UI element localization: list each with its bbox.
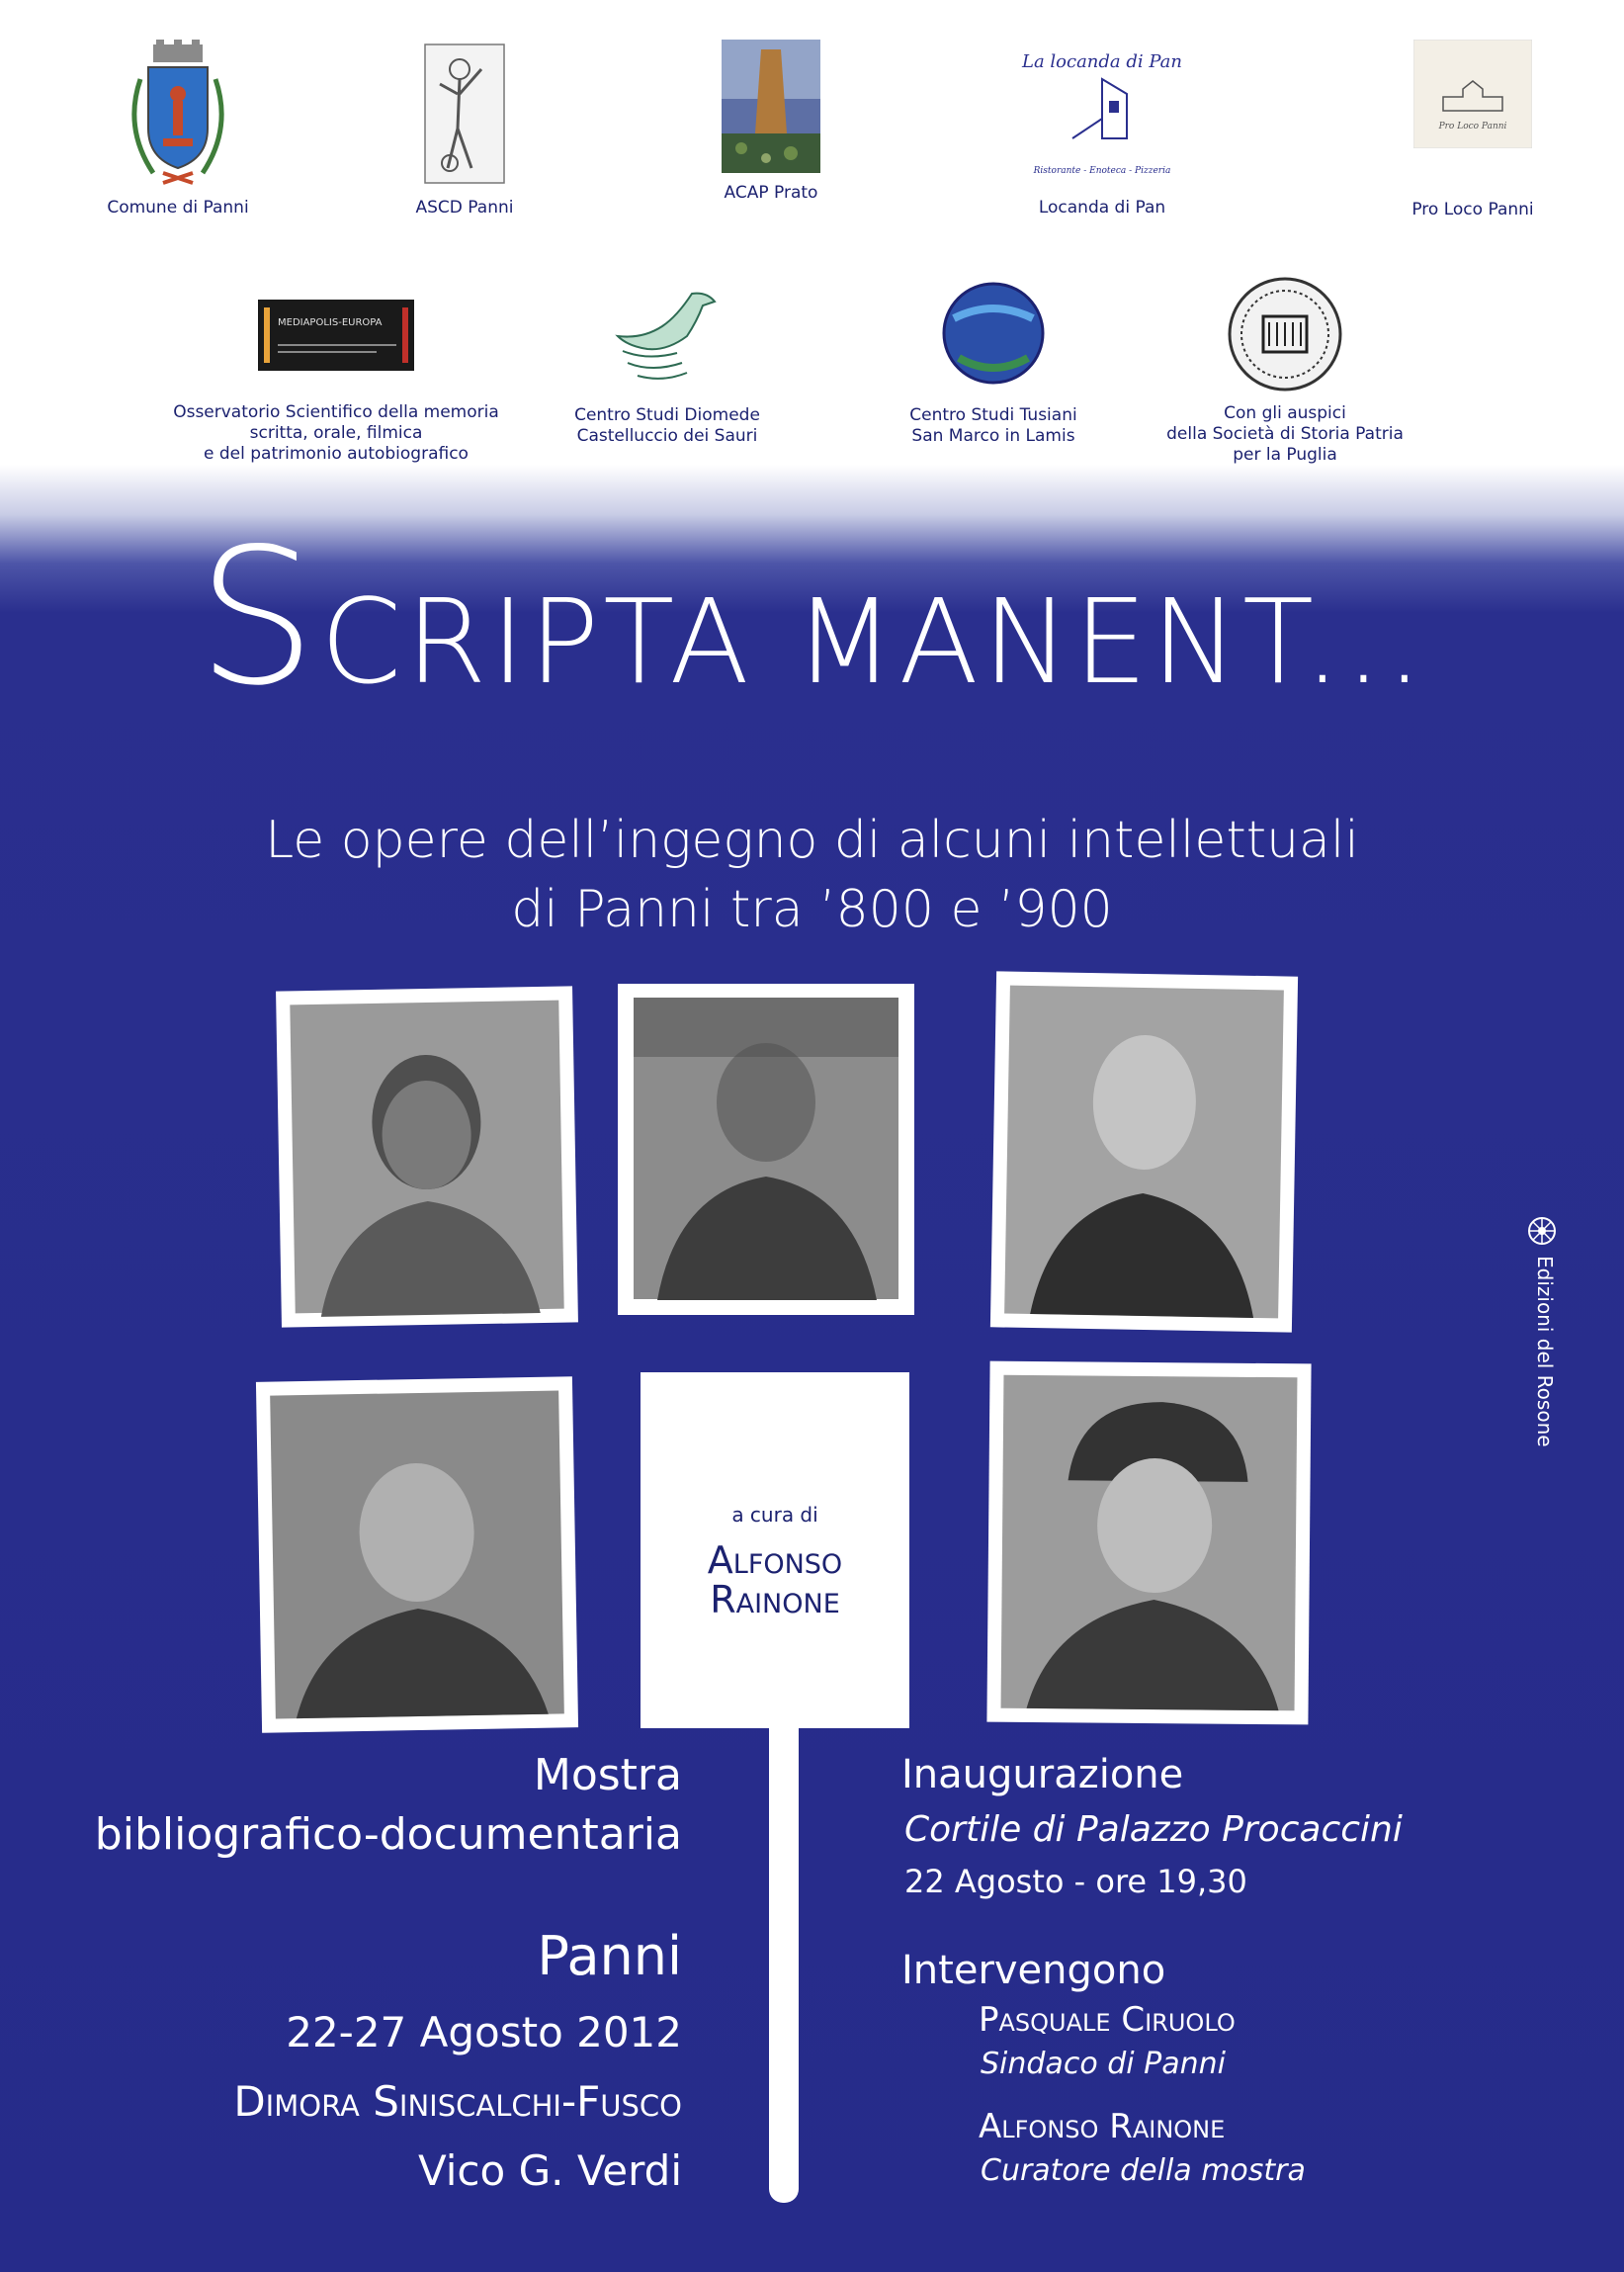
poster-title (0, 508, 1624, 727)
sponsor-caption: Locanda di Pan (1038, 198, 1166, 218)
poster-subtitle-line1: Le opere dell’ingegno di alcuni intellettuali (265, 811, 1359, 870)
portrait-photo-2 (618, 984, 914, 1315)
sponsor-osservatorio (158, 300, 514, 465)
svg-text:La locanda di Pan: La locanda di Pan (1021, 51, 1183, 72)
sponsor-caption: Castelluccio dei Sauri (576, 426, 758, 446)
svg-text:Pro Loco Panni: Pro Loco Panni (1438, 122, 1507, 131)
sponsor-caption: della Società di Storia Patria (1166, 424, 1404, 444)
speaker-role-1: Sindaco di Panni (981, 2047, 1226, 2081)
sponsor-centro-studi-tusiani (880, 279, 1107, 447)
exhibition-dates: 22-27 Agosto 2012 (286, 2008, 682, 2056)
sponsor-caption: e del patrimonio autobiografico (204, 444, 469, 464)
sponsor-locanda-di-pan (993, 40, 1211, 218)
sponsor-caption: per la Puglia (1233, 445, 1337, 465)
curator-name-line1: Alfonso (707, 1538, 843, 1582)
mediapolis-logo-icon (258, 300, 414, 371)
sponsor-caption: Comune di Panni (107, 198, 249, 218)
statue-icon (420, 40, 509, 188)
sponsor-caption: Con gli auspici (1224, 403, 1346, 423)
sponsor-societa-storia-patria (1137, 275, 1433, 466)
speaker-name-2: Alfonso Rainone (979, 2107, 1226, 2146)
sponsor-caption: Pro Loco Panni (1411, 200, 1534, 219)
seal-icon (1226, 275, 1344, 393)
inauguration-location: Cortile di Palazzo Procaccini (904, 1809, 1403, 1850)
exhibition-line1: Mostra (533, 1750, 682, 1800)
sponsor-caption: Centro Studi Diomede (574, 405, 760, 425)
curator-name-line2: Rainone (710, 1578, 840, 1621)
svg-text:Ristorante - Enoteca - Pizzeri: Ristorante - Enoteca - Pizzeria (1033, 166, 1171, 176)
sponsor-comune-di-panni (69, 40, 287, 218)
inauguration-datetime: 22 Agosto - ore 19,30 (904, 1863, 1247, 1900)
bird-logo-icon (608, 282, 727, 395)
portrait-photo-1 (276, 986, 578, 1327)
publisher-name: Edizioni del Rosone (1533, 1256, 1557, 1447)
sponsor-caption: ACAP Prato (724, 183, 818, 203)
title-initial: S (197, 508, 320, 727)
exhibition-line2: bibliografico-documentaria (94, 1809, 682, 1860)
sponsor-pro-loco-panni (1364, 40, 1581, 220)
sponsor-acap-prato (672, 40, 870, 204)
exhibition-venue: Dimora Siniscalchi-Fusco (233, 2077, 682, 2126)
speaker-name-1: Pasquale Ciruolo (979, 2000, 1236, 2040)
portrait-photo-3 (990, 971, 1298, 1332)
svg-text:MEDIAPOLIS-EUROPA: MEDIAPOLIS-EUROPA (278, 317, 383, 328)
sponsor-centro-studi-diomede (554, 282, 781, 447)
curator-panel (641, 1372, 909, 1728)
sponsor-ascd-panni (366, 40, 563, 218)
sponsor-caption: scritta, orale, filmica (249, 423, 423, 443)
portrait-photo-4 (256, 1376, 578, 1733)
speaker-role-2: Curatore della mostra (981, 2153, 1306, 2188)
sponsor-caption: Osservatorio Scientifico della memoria (173, 402, 499, 422)
sponsor-caption: ASCD Panni (415, 198, 514, 218)
sponsor-caption: Centro Studi Tusiani (909, 405, 1077, 425)
painting-icon (722, 40, 820, 173)
coat-of-arms-icon (119, 40, 237, 188)
sponsor-caption: San Marco in Lamis (911, 426, 1075, 446)
locanda-logo-icon (1018, 40, 1186, 188)
inauguration-heading: Inaugurazione (901, 1752, 1184, 1797)
poster-subtitle-line2: di Panni tra ’800 e ’900 (511, 880, 1113, 939)
portrait-photo-5 (986, 1361, 1311, 1725)
speakers-heading: Intervengono (901, 1948, 1166, 1993)
curator-panel-drip (769, 1728, 799, 2203)
title-rest: CRIPTA MANENT... (319, 573, 1427, 710)
rosone-icon (1527, 1216, 1557, 1246)
publisher-brand (1527, 1216, 1567, 1493)
exhibition-street: Vico G. Verdi (417, 2146, 682, 2195)
pro-loco-logo-icon (1413, 40, 1532, 148)
globe-logo-icon (939, 279, 1048, 395)
curator-label: a cura di (731, 1503, 818, 1527)
exhibition-place: Panni (537, 1925, 682, 1987)
